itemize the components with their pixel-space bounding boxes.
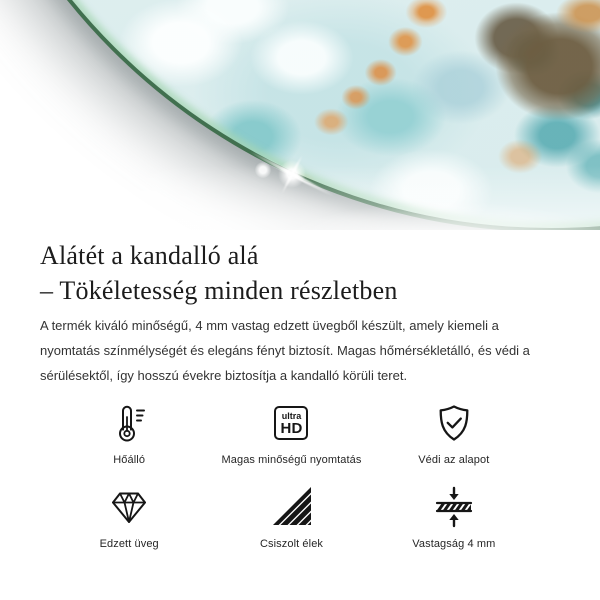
feature-label: Edzett üveg (99, 538, 159, 550)
feature-grid (48, 400, 535, 550)
feature-label: Védi az alapot (418, 454, 490, 466)
page-title (40, 238, 560, 308)
feature-tempered-glass (48, 484, 210, 550)
edge-glint (255, 162, 271, 178)
feature-thickness (373, 484, 535, 550)
beveled-edge-icon (256, 484, 326, 530)
title-line-2: – Tökéletesség minden részletben (40, 276, 398, 305)
feature-print-quality (210, 400, 372, 466)
feature-label: Csiszolt élek (259, 538, 324, 550)
diamond-icon (94, 484, 164, 530)
uhd-badge-bottom-text: HD (280, 419, 303, 437)
feature-polished-edges (210, 484, 372, 550)
ultra-hd-badge-icon (256, 400, 326, 446)
feature-label: Hőálló (113, 454, 146, 466)
feature-base-protection (373, 400, 535, 466)
product-description-section (0, 238, 600, 550)
uhd-badge-top-text: ultra (281, 410, 302, 421)
product-image (0, 0, 600, 230)
compress-thickness-icon (419, 484, 489, 530)
feature-heat-resistant (48, 400, 210, 466)
glass-hearth-pad-photo (0, 0, 600, 230)
shield-check-icon (419, 400, 489, 446)
feature-label: Vastagság 4 mm (412, 538, 496, 550)
sparkle-core (278, 160, 306, 188)
thermometer-icon (94, 400, 164, 446)
product-description: A termék kiváló minőségű, 4 mm vastag edzett üvegből készült, amely kiemeli a nyomtatás színmélységét és elegáns fényt biztosít. Magas hőmérsékletálló, és védi a sérülésektől, így hosszú évekre biztosítja a kandalló körüli teret. (40, 318, 530, 383)
title-line-1: Alátét a kandalló alá (40, 241, 259, 270)
feature-label: Magas minőségű nyomtatás (221, 454, 362, 466)
